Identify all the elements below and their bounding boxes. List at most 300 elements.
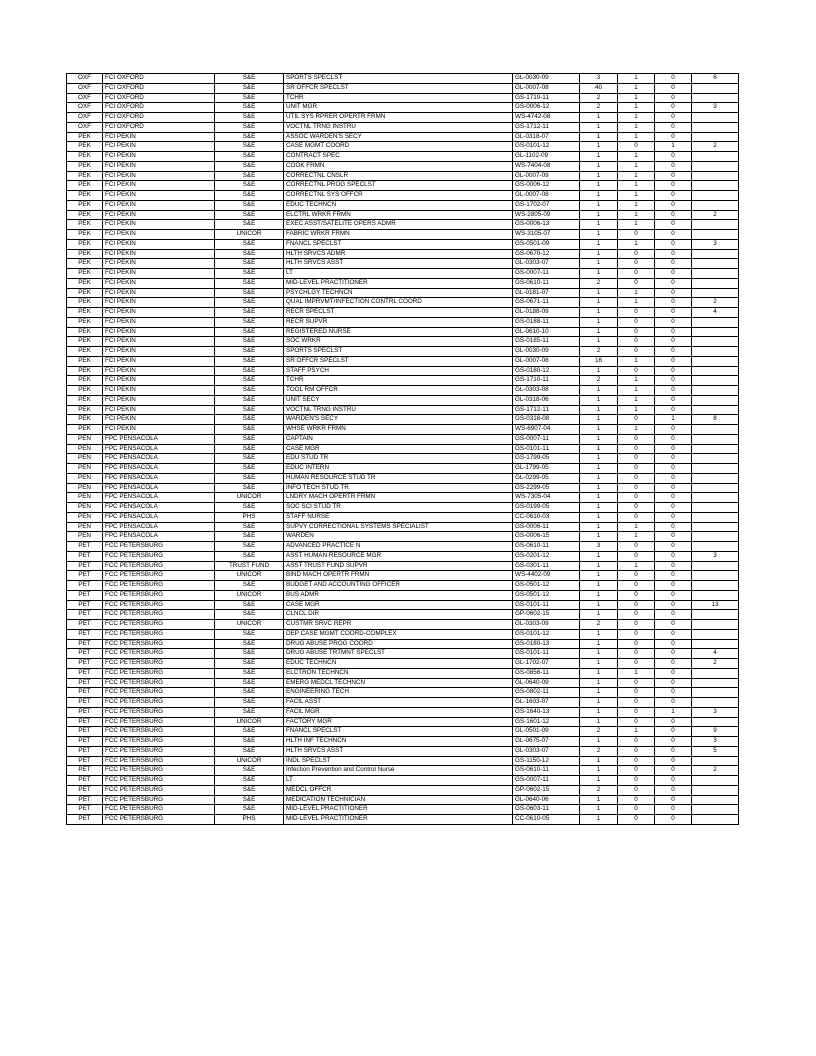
col-a-cell: 1 — [618, 220, 655, 230]
col-c-cell — [692, 259, 739, 269]
count-cell: 1 — [580, 405, 618, 415]
grade-cell: GS-0101-12 — [513, 142, 580, 152]
count-cell: 1 — [580, 220, 618, 230]
count-cell: 1 — [580, 386, 618, 396]
count-cell: 1 — [580, 464, 618, 474]
fund-cell: S&E — [215, 337, 284, 347]
count-cell: 2 — [580, 278, 618, 288]
fund-cell: S&E — [215, 639, 284, 649]
institution-cell: FCI OXFORD — [103, 93, 215, 103]
grade-cell: WS-7404-08 — [513, 161, 580, 171]
table-row — [67, 152, 739, 162]
position-title-cell: MID-LEVEL PRACTITIONER — [284, 805, 513, 815]
institution-cell: FCC PETERSBURG — [103, 785, 215, 795]
count-cell: 1 — [580, 698, 618, 708]
col-b-cell: 0 — [655, 678, 692, 688]
site-code-cell: PEK — [67, 317, 103, 327]
institution-cell: FPC PENSACOLA — [103, 522, 215, 532]
institution-cell: FCC PETERSBURG — [103, 610, 215, 620]
site-code-cell: PEK — [67, 288, 103, 298]
col-c-cell — [692, 532, 739, 542]
col-b-cell: 0 — [655, 766, 692, 776]
fund-cell: S&E — [215, 278, 284, 288]
col-c-cell — [692, 795, 739, 805]
table-row — [67, 288, 739, 298]
table-row — [67, 639, 739, 649]
col-b-cell: 0 — [655, 717, 692, 727]
col-c-cell: 4 — [692, 308, 739, 318]
col-a-cell: 1 — [618, 522, 655, 532]
position-title-cell: DRUG ABUSE TRTMNT SPECLST — [284, 649, 513, 659]
count-cell: 1 — [580, 805, 618, 815]
grade-cell: WS-6907-04 — [513, 425, 580, 435]
site-code-cell: PET — [67, 590, 103, 600]
col-a-cell: 1 — [618, 532, 655, 542]
fund-cell: S&E — [215, 132, 284, 142]
col-b-cell: 0 — [655, 93, 692, 103]
fund-cell: S&E — [215, 776, 284, 786]
table-row — [67, 376, 739, 386]
col-c-cell — [692, 269, 739, 279]
fund-cell: S&E — [215, 288, 284, 298]
count-cell: 1 — [580, 600, 618, 610]
site-code-cell: PEN — [67, 434, 103, 444]
count-cell: 1 — [580, 473, 618, 483]
grade-cell: GS-0185-11 — [513, 337, 580, 347]
col-c-cell — [692, 347, 739, 357]
col-a-cell: 0 — [618, 317, 655, 327]
institution-cell: FCI OXFORD — [103, 113, 215, 123]
count-cell: 16 — [580, 356, 618, 366]
fund-cell: S&E — [215, 376, 284, 386]
grade-cell: GP-0602-15 — [513, 610, 580, 620]
grade-cell: GS-0006-15 — [513, 532, 580, 542]
fund-cell: S&E — [215, 142, 284, 152]
col-c-cell — [692, 776, 739, 786]
col-b-cell: 0 — [655, 152, 692, 162]
col-c-cell — [692, 512, 739, 522]
position-title-cell: SOC WRKR — [284, 337, 513, 347]
col-b-cell: 0 — [655, 610, 692, 620]
col-b-cell: 0 — [655, 795, 692, 805]
site-code-cell: PET — [67, 737, 103, 747]
grade-cell: GL-0640-09 — [513, 678, 580, 688]
col-b-cell: 0 — [655, 200, 692, 210]
grade-cell: GS-0670-12 — [513, 249, 580, 259]
fund-cell: S&E — [215, 649, 284, 659]
table-row — [67, 483, 739, 493]
site-code-cell: PEN — [67, 503, 103, 513]
fund-cell: S&E — [215, 795, 284, 805]
col-b-cell: 0 — [655, 464, 692, 474]
grade-cell: GS-0101-12 — [513, 629, 580, 639]
count-cell: 1 — [580, 327, 618, 337]
col-a-cell: 1 — [618, 122, 655, 132]
grade-cell: GS-0180-12 — [513, 366, 580, 376]
site-code-cell: PEN — [67, 532, 103, 542]
col-a-cell: 1 — [618, 386, 655, 396]
col-a-cell: 1 — [618, 171, 655, 181]
count-cell: 1 — [580, 483, 618, 493]
grade-cell: GL-0181-07 — [513, 288, 580, 298]
col-b-cell: 0 — [655, 454, 692, 464]
col-c-cell — [692, 454, 739, 464]
table-row — [67, 785, 739, 795]
col-a-cell: 1 — [618, 113, 655, 123]
site-code-cell: PEK — [67, 200, 103, 210]
fund-cell: S&E — [215, 308, 284, 318]
count-cell: 2 — [580, 347, 618, 357]
col-b-cell: 0 — [655, 561, 692, 571]
count-cell: 2 — [580, 93, 618, 103]
site-code-cell: PET — [67, 815, 103, 825]
position-title-cell: FNANCL SPECLST — [284, 239, 513, 249]
table-row — [67, 269, 739, 279]
col-b-cell: 0 — [655, 620, 692, 630]
institution-cell: FPC PENSACOLA — [103, 473, 215, 483]
grade-cell: GL-0030-09 — [513, 74, 580, 84]
col-a-cell: 0 — [618, 785, 655, 795]
site-code-cell: PET — [67, 746, 103, 756]
position-title-cell: RECR SUPVR — [284, 317, 513, 327]
institution-cell: FCI PEKIN — [103, 327, 215, 337]
col-a-cell: 0 — [618, 308, 655, 318]
col-a-cell: 0 — [618, 698, 655, 708]
position-title-cell: STAFF PSYCH — [284, 366, 513, 376]
grade-cell: GL-0675-07 — [513, 737, 580, 747]
table-row — [67, 74, 739, 84]
position-title-cell: UNIT SECY — [284, 395, 513, 405]
col-b-cell: 0 — [655, 181, 692, 191]
col-c-cell — [692, 327, 739, 337]
col-a-cell: 0 — [618, 805, 655, 815]
fund-cell: S&E — [215, 161, 284, 171]
institution-cell: FPC PENSACOLA — [103, 493, 215, 503]
site-code-cell: PET — [67, 659, 103, 669]
grade-cell: GP-0602-15 — [513, 785, 580, 795]
col-c-cell — [692, 132, 739, 142]
table-row — [67, 444, 739, 454]
site-code-cell: PEK — [67, 347, 103, 357]
site-code-cell: OXF — [67, 122, 103, 132]
institution-cell: FCI OXFORD — [103, 103, 215, 113]
position-title-cell: WARDEN — [284, 532, 513, 542]
site-code-cell: PEN — [67, 454, 103, 464]
col-b-cell: 1 — [655, 707, 692, 717]
fund-cell: S&E — [215, 220, 284, 230]
position-title-cell: ENGINEERING TECH — [284, 688, 513, 698]
table-row — [67, 649, 739, 659]
col-b-cell: 0 — [655, 308, 692, 318]
col-a-cell: 0 — [618, 707, 655, 717]
table-row — [67, 805, 739, 815]
table-row — [67, 590, 739, 600]
fund-cell: S&E — [215, 113, 284, 123]
table-row — [67, 493, 739, 503]
col-b-cell: 0 — [655, 74, 692, 84]
col-c-cell: 3 — [692, 103, 739, 113]
site-code-cell: PET — [67, 620, 103, 630]
table-row — [67, 103, 739, 113]
site-code-cell: PET — [67, 639, 103, 649]
fund-cell: S&E — [215, 532, 284, 542]
institution-cell: FCI PEKIN — [103, 366, 215, 376]
col-a-cell: 0 — [618, 444, 655, 454]
fund-cell: S&E — [215, 317, 284, 327]
col-c-cell — [692, 93, 739, 103]
fund-cell: S&E — [215, 551, 284, 561]
position-title-cell: HLTH SRVCS ADMR — [284, 249, 513, 259]
col-b-cell: 0 — [655, 483, 692, 493]
fund-cell: S&E — [215, 668, 284, 678]
grade-cell: GS-1710-11 — [513, 376, 580, 386]
site-code-cell: PEK — [67, 142, 103, 152]
fund-cell: S&E — [215, 454, 284, 464]
institution-cell: FCI PEKIN — [103, 181, 215, 191]
site-code-cell: PEK — [67, 395, 103, 405]
table-row — [67, 542, 739, 552]
site-code-cell: PEN — [67, 464, 103, 474]
table-row — [67, 395, 739, 405]
position-title-cell: MID-LEVEL PRACTITIONER — [284, 278, 513, 288]
table-row — [67, 766, 739, 776]
col-a-cell: 0 — [618, 678, 655, 688]
institution-cell: FCI PEKIN — [103, 191, 215, 201]
col-c-cell — [692, 181, 739, 191]
count-cell: 1 — [580, 239, 618, 249]
col-a-cell: 1 — [618, 103, 655, 113]
position-title-cell: FACIL ASST — [284, 698, 513, 708]
institution-cell: FCI PEKIN — [103, 376, 215, 386]
fund-cell: S&E — [215, 405, 284, 415]
position-title-cell: FACTORY MGR — [284, 717, 513, 727]
col-b-cell: 0 — [655, 249, 692, 259]
table-row — [67, 688, 739, 698]
position-title-cell: HLTH INF TECHNCN — [284, 737, 513, 747]
table-row — [67, 122, 739, 132]
grade-cell: GS-1712-11 — [513, 122, 580, 132]
position-title-cell: UTIL SYS RPRER OPERTR FRMN — [284, 113, 513, 123]
position-title-cell: FABRIC WRKR FRMN — [284, 230, 513, 240]
count-cell: 1 — [580, 649, 618, 659]
col-c-cell — [692, 434, 739, 444]
col-b-cell: 0 — [655, 83, 692, 93]
position-title-cell: CASE MGMT COORD — [284, 142, 513, 152]
grade-cell: GL-0299-05 — [513, 473, 580, 483]
col-a-cell: 1 — [618, 376, 655, 386]
col-c-cell — [692, 464, 739, 474]
grade-cell: GS-0007-11 — [513, 776, 580, 786]
count-cell: 1 — [580, 191, 618, 201]
position-title-cell: EDUC TECHNCN — [284, 659, 513, 669]
institution-cell: FCI PEKIN — [103, 298, 215, 308]
grade-cell: GL-0318-06 — [513, 395, 580, 405]
institution-cell: FPC PENSACOLA — [103, 464, 215, 474]
site-code-cell: OXF — [67, 93, 103, 103]
col-b-cell: 0 — [655, 161, 692, 171]
col-b-cell: 0 — [655, 171, 692, 181]
position-title-cell: TOOL RM OFFCR — [284, 386, 513, 396]
institution-cell: FCI PEKIN — [103, 395, 215, 405]
institution-cell: FCC PETERSBURG — [103, 581, 215, 591]
col-b-cell: 0 — [655, 220, 692, 230]
site-code-cell: PEK — [67, 269, 103, 279]
col-c-cell — [692, 756, 739, 766]
fund-cell: S&E — [215, 327, 284, 337]
col-c-cell: 3 — [692, 707, 739, 717]
table-row — [67, 698, 739, 708]
table-row — [67, 171, 739, 181]
count-cell: 2 — [580, 785, 618, 795]
site-code-cell: PET — [67, 756, 103, 766]
institution-cell: FCI PEKIN — [103, 356, 215, 366]
institution-cell: FPC PENSACOLA — [103, 454, 215, 464]
fund-cell: S&E — [215, 93, 284, 103]
grade-cell: GS-0101-11 — [513, 649, 580, 659]
institution-cell: FCC PETERSBURG — [103, 649, 215, 659]
grade-cell: GS-0180-13 — [513, 639, 580, 649]
position-title-cell: CAPTAIN — [284, 434, 513, 444]
institution-cell: FCI PEKIN — [103, 278, 215, 288]
institution-cell: FCC PETERSBURG — [103, 551, 215, 561]
site-code-cell: PET — [67, 561, 103, 571]
count-cell: 1 — [580, 581, 618, 591]
grade-cell: GL-0640-06 — [513, 795, 580, 805]
col-b-cell: 0 — [655, 756, 692, 766]
col-a-cell: 0 — [618, 610, 655, 620]
positions-table — [66, 73, 739, 825]
site-code-cell: OXF — [67, 113, 103, 123]
institution-cell: FCI PEKIN — [103, 230, 215, 240]
col-a-cell: 0 — [618, 795, 655, 805]
table-row — [67, 551, 739, 561]
position-title-cell: PSYCHLGY TECHNCN — [284, 288, 513, 298]
count-cell: 1 — [580, 629, 618, 639]
grade-cell: CC-0610-03 — [513, 512, 580, 522]
count-cell: 2 — [580, 727, 618, 737]
institution-cell: FCI PEKIN — [103, 288, 215, 298]
table-row — [67, 317, 739, 327]
position-title-cell: ELCTRON TECHNCN — [284, 668, 513, 678]
grade-cell: GS-0006-12 — [513, 181, 580, 191]
site-code-cell: PET — [67, 785, 103, 795]
col-c-cell: 5 — [692, 746, 739, 756]
position-title-cell: DEP CASE MGMT COORD-COMPLEX — [284, 629, 513, 639]
position-title-cell: SUPVY CORRECTIONAL SYSTEMS SPECIALIST — [284, 522, 513, 532]
institution-cell: FCC PETERSBURG — [103, 561, 215, 571]
table-row — [67, 161, 739, 171]
institution-cell: FCC PETERSBURG — [103, 698, 215, 708]
grade-cell: GL-0610-10 — [513, 327, 580, 337]
grade-cell: WS-4402-09 — [513, 571, 580, 581]
site-code-cell: PET — [67, 649, 103, 659]
count-cell: 1 — [580, 415, 618, 425]
col-a-cell: 1 — [618, 161, 655, 171]
col-c-cell — [692, 113, 739, 123]
col-a-cell: 0 — [618, 551, 655, 561]
col-c-cell: 3 — [692, 239, 739, 249]
count-cell: 1 — [580, 678, 618, 688]
count-cell: 2 — [580, 620, 618, 630]
grade-cell: GS-1640-13 — [513, 707, 580, 717]
col-b-cell: 0 — [655, 493, 692, 503]
col-a-cell: 1 — [618, 83, 655, 93]
count-cell: 2 — [580, 746, 618, 756]
table-row — [67, 132, 739, 142]
col-a-cell: 0 — [618, 483, 655, 493]
fund-cell: S&E — [215, 581, 284, 591]
institution-cell: FCI PEKIN — [103, 269, 215, 279]
fund-cell: UNICOR — [215, 590, 284, 600]
institution-cell: FPC PENSACOLA — [103, 512, 215, 522]
col-c-cell — [692, 161, 739, 171]
table-row — [67, 425, 739, 435]
count-cell: 1 — [580, 181, 618, 191]
grade-cell: GS-0802-11 — [513, 688, 580, 698]
position-title-cell: ASSOC WARDEN'S SECY — [284, 132, 513, 142]
col-a-cell: 0 — [618, 815, 655, 825]
fund-cell: TRUST FUND — [215, 561, 284, 571]
table-row — [67, 142, 739, 152]
table-row — [67, 659, 739, 669]
fund-cell: S&E — [215, 659, 284, 669]
count-cell: 1 — [580, 249, 618, 259]
count-cell: 1 — [580, 308, 618, 318]
col-a-cell: 0 — [618, 571, 655, 581]
col-a-cell: 1 — [618, 356, 655, 366]
institution-cell: FCC PETERSBURG — [103, 542, 215, 552]
institution-cell: FCC PETERSBURG — [103, 600, 215, 610]
col-a-cell: 0 — [618, 639, 655, 649]
col-c-cell: 9 — [692, 727, 739, 737]
grade-cell: GL-0303-08 — [513, 386, 580, 396]
col-a-cell: 0 — [618, 249, 655, 259]
col-b-cell: 0 — [655, 542, 692, 552]
col-b-cell: 0 — [655, 122, 692, 132]
table-body — [67, 74, 739, 825]
col-a-cell: 1 — [618, 727, 655, 737]
col-a-cell: 0 — [618, 503, 655, 513]
col-b-cell: 0 — [655, 698, 692, 708]
count-cell: 1 — [580, 113, 618, 123]
position-title-cell: INFO TECH STUD TR — [284, 483, 513, 493]
col-a-cell: 0 — [618, 600, 655, 610]
site-code-cell: PET — [67, 678, 103, 688]
site-code-cell: OXF — [67, 83, 103, 93]
position-title-cell: ASST TRUST FUND SUPVR — [284, 561, 513, 571]
col-a-cell: 0 — [618, 688, 655, 698]
col-b-cell: 0 — [655, 337, 692, 347]
table-row — [67, 581, 739, 591]
position-title-cell: ASST HUMAN RESOURCE MGR — [284, 551, 513, 561]
table-row — [67, 561, 739, 571]
institution-cell: FPC PENSACOLA — [103, 483, 215, 493]
institution-cell: FCC PETERSBURG — [103, 707, 215, 717]
count-cell: 1 — [580, 532, 618, 542]
col-b-cell: 0 — [655, 727, 692, 737]
site-code-cell: PET — [67, 610, 103, 620]
col-c-cell: 2 — [692, 298, 739, 308]
site-code-cell: OXF — [67, 103, 103, 113]
site-code-cell: PEN — [67, 493, 103, 503]
position-title-cell: COOK FRMN — [284, 161, 513, 171]
site-code-cell: PEN — [67, 444, 103, 454]
table-row — [67, 464, 739, 474]
position-title-cell: SR OFFCR SPECLST — [284, 83, 513, 93]
site-code-cell: PEK — [67, 405, 103, 415]
grade-cell: GS-2299-05 — [513, 483, 580, 493]
table-row — [67, 434, 739, 444]
